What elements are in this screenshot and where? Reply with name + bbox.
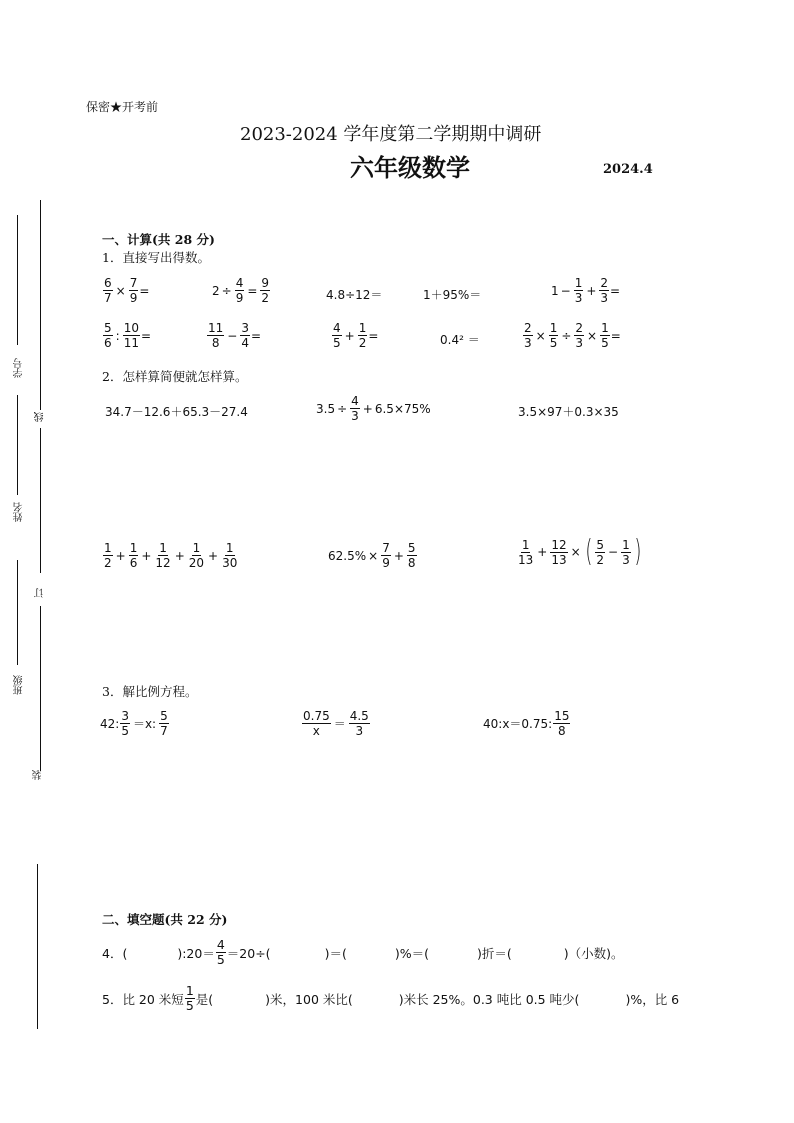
q5-part-d: )米长 25%。0.3 吨比 0.5 吨少( — [398, 991, 580, 1007]
ding-label: 订 — [35, 588, 46, 598]
class-label: 班级 — [14, 675, 25, 695]
q4-part-c: )＝( — [324, 945, 347, 961]
simplify-3: 3.5×97＋0.3×35 — [518, 405, 619, 419]
simplify-6: $\frac{1}{13}$ + $\frac{12}{13}$ × ( $\frac{5}{2}$ − $\frac{1}{3}$ ) — [518, 534, 642, 569]
field-line-name — [17, 395, 18, 495]
proportion-3: 40:x＝0.75: $\frac{15}{8}$ — [483, 709, 570, 738]
binding-line-4 — [37, 864, 38, 1029]
q4-part-b: ＝20÷( — [226, 945, 271, 961]
question2-title: 2．怎样算简便就怎样算。 — [102, 369, 248, 384]
simplify-2: 3.5 ÷ $\frac{4}{3}$ + 6.5×75% — [316, 394, 431, 423]
field-line-class — [17, 560, 18, 665]
proportion-2: $\frac{0.75}{x}$ ＝ $\frac{4.5}{3}$ — [303, 709, 369, 738]
calc-1-2: 2 ÷ $\frac{4}{9}$ = $\frac{9}{2}$ — [212, 276, 270, 305]
calc-1-3: 4.8÷12＝ — [326, 288, 383, 302]
q4-part-a: ):20＝ — [177, 945, 215, 961]
exam-date: 2024.4 — [603, 162, 653, 177]
q4-part-d: )%＝( — [394, 945, 429, 961]
question1-title: 1．直接写出得数。 — [102, 250, 210, 265]
calc-1-4: 1＋95%＝ — [423, 288, 482, 302]
q5-part-e: )%，比 6 — [625, 991, 680, 1007]
binding-line-2 — [40, 428, 41, 573]
q5-part-a: 5．比 20 米短 — [102, 991, 184, 1007]
exam-title: 2023-2024 学年度第二学期期中调研 — [240, 124, 542, 145]
name-label: 姓名 — [14, 502, 25, 522]
calc-2-1: $\frac{5}{6}$ : $\frac{10}{11}$ = — [104, 321, 152, 350]
q4-part-e: )折＝( — [476, 945, 512, 961]
secret-label: 保密★开考前 — [86, 100, 159, 114]
simplify-4: $\frac{1}{2}$ + $\frac{1}{6}$ + $\frac{1}{12}$ + $\frac{1}{20}$ + $\frac{1}{30}$ — [104, 541, 238, 570]
field-line-student-no — [17, 215, 18, 345]
simplify-1: 34.7－12.6＋65.3－27.4 — [105, 405, 248, 419]
question5: 5．比 20 米短 $\frac{1}{5}$ 是( )米，100 米比( )米长 25%。0.3 吨比 0.5 吨少( )%，比 6 — [102, 983, 680, 1013]
calc-2-4: 0.4² ＝ — [440, 333, 480, 347]
calc-1-5: 1 − $\frac{1}{3}$ + $\frac{2}{3}$ = — [551, 276, 621, 305]
q5-part-b: 是( — [195, 991, 214, 1007]
question3-title: 3．解比例方程。 — [102, 684, 198, 699]
proportion-1: 42: $\frac{3}{5}$ ＝x: $\frac{5}{7}$ — [100, 709, 168, 738]
section1-title: 一、计算(共 28 分) — [102, 232, 215, 247]
student-no-label: 学号 — [14, 358, 25, 378]
exam-subtitle: 六年级数学 — [350, 154, 470, 182]
line-label: 线 — [35, 412, 46, 422]
binding-line-1 — [40, 200, 41, 410]
calc-2-3: $\frac{4}{5}$ + $\frac{1}{2}$ = — [333, 321, 379, 350]
calc-1-1: $\frac{6}{7}$ × $\frac{7}{9}$ = — [104, 276, 150, 305]
zhuang-label: 装 — [33, 770, 44, 780]
calc-2-5: $\frac{2}{3}$ × $\frac{1}{5}$ ÷ $\frac{2}{3}$ × $\frac{1}{5}$ = — [524, 321, 621, 350]
simplify-5: 62.5% × $\frac{7}{9}$ + $\frac{5}{8}$ — [328, 541, 416, 570]
section2-title: 二、填空题(共 22 分) — [102, 912, 228, 927]
question4: 4．( ):20＝ $\frac{4}{5}$ ＝20÷( )＝( )%＝( )折＝( )（小数)。 — [102, 937, 624, 967]
calc-2-2: $\frac{11}{8}$ − $\frac{3}{4}$ = — [208, 321, 262, 350]
q4-part-f: )（小数)。 — [563, 945, 624, 961]
binding-line-3 — [40, 606, 41, 771]
q5-part-c: )米，100 米比( — [265, 991, 353, 1007]
q4-part-label: 4．( — [102, 945, 128, 961]
